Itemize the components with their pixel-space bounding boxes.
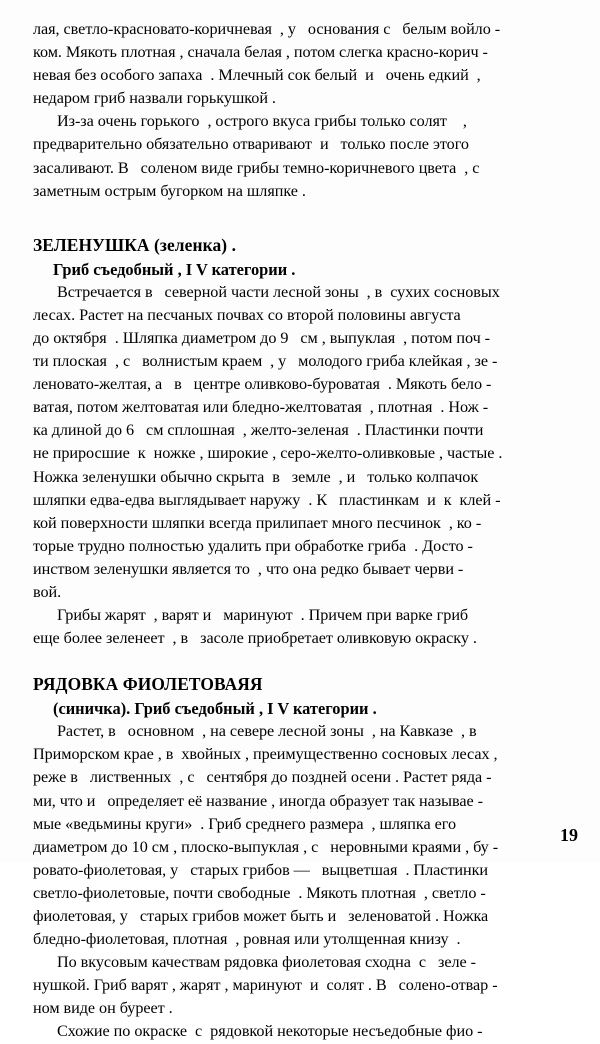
text-line: Схожие по окраске с рядовкой некоторые несъедобные фио -	[33, 1022, 483, 1041]
paragraph	[33, 281, 586, 604]
text-line: засаливают. В соленом виде грибы темно-коричневого цвета , с	[33, 158, 480, 177]
text-line: ровато-фиолетовая, у старых грибов — выцветшая . Пластинки	[33, 860, 489, 879]
text-line: светло-фиолетовые, почти свободные . Мякоть плотная , светло -	[33, 883, 486, 902]
text-line: ватая, потом желтоватая или бледно-желтоватая , плотная . Нож -	[33, 398, 489, 417]
text-line: до октября . Шляпка диаметром до 9 см , выпуклая , потом поч -	[33, 328, 491, 347]
text-line: не приросшие к ножке , широкие , серо-желто-оливковые , частые .	[33, 444, 503, 463]
text-line: ка длиной до 6 см сплошная , желто-зеленая . Пластинки почти	[33, 421, 484, 440]
text-line: ном виде он буреет .	[33, 999, 173, 1018]
text-line: ком. Мякоть плотная , сначала белая , потом слегка красно-корич -	[33, 43, 488, 62]
paragraph	[33, 720, 586, 951]
article-ryadovka-fioletovaya	[33, 672, 586, 1043]
text-line: Ножка зеленушки обычно скрыта в земле , и только колпачок	[33, 467, 479, 486]
paragraph	[33, 110, 586, 202]
text-line: инством зеленушки является то , что она редко бывает черви -	[33, 559, 464, 578]
text-line: Приморском крае , в хвойных , преимущественно сосновых лесах ,	[33, 745, 498, 764]
text-line: лесах. Растет на песчаных почвах со второй половины августа	[33, 305, 461, 324]
article-zelenushka	[33, 233, 586, 651]
text-line: мые «ведьмины круги» . Гриб среднего размера , шляпка его	[33, 814, 456, 833]
text-line: шляпки едва-едва выглядывает наружу . К пластинкам и к клей -	[33, 490, 501, 509]
text-line: реже в лиственных , с сентября до поздней осени . Растет ряда -	[33, 768, 492, 787]
text-line: леновато-желтая, а в центре оливково-буроватая . Мякоть бело -	[33, 375, 492, 394]
section-heading: ЗЕЛЕНУШКА (зеленка) .	[33, 234, 237, 255]
text-line: нушкой. Гриб варят , жарят , маринуют и солят . В солено-отвар -	[33, 976, 498, 995]
section-subheading: (синичка). Гриб съедобный , I V категории .	[53, 699, 377, 719]
text-line: лая, светло-красновато-коричневая , у основания с белым войло -	[33, 20, 501, 38]
text-line: предварительно обязательно отваривают и только после этого	[33, 135, 469, 154]
text-line: Растет, в основном , на севере лесной зоны , на Кавказе , в	[33, 722, 477, 741]
text-line: невая без особого запаха . Млечный сок белый и очень едкий ,	[33, 66, 481, 85]
text-line: кой поверхности шляпки всегда прилипает много песчинок , ко -	[33, 513, 482, 532]
text-line: фиолетовая, у старых грибов может быть и зеленоватой . Ножка	[33, 907, 489, 925]
text-block-gorkushka-continuation	[33, 18, 586, 203]
paragraph	[33, 1020, 586, 1043]
page-number: 19	[560, 825, 578, 845]
text-line: По вкусовым качествам рядовка фиолетовая сходна с зеле -	[33, 953, 476, 972]
text-line: ти плоская , с волнистым краем , у молодого гриба клейкая , зе -	[33, 352, 498, 371]
text-line: ми, что и определяет её название , иногда образует так называе -	[33, 791, 483, 810]
text-line: бледно-фиолетовая, плотная , ровная или утолщенная книзу .	[33, 930, 461, 949]
text-line: еще более зеленеет , в засоле приобретает оливковую окраску .	[33, 629, 477, 648]
section-spacer	[33, 650, 586, 672]
section-heading: РЯДОВКА ФИОЛЕТОВАЯЯ	[33, 674, 263, 695]
text-line: Встречается в северной части лесной зоны , в сухих сосновых	[33, 282, 500, 301]
section-spacer	[33, 203, 586, 233]
paragraph	[33, 604, 586, 650]
text-line: недаром гриб назвали горькушкой .	[33, 89, 276, 108]
text-line: Грибы жарят , варят и маринуют . Причем при варке гриб	[33, 606, 469, 625]
text-line: вой.	[33, 582, 62, 601]
text-line: заметным острым бугорком на шляпке .	[33, 181, 306, 200]
paragraph	[33, 18, 586, 110]
text-line: диаметром до 10 см , плоско-выпуклая , с неровными краями , бу -	[33, 837, 499, 856]
text-line: торые трудно полностью удалить при обработке гриба . Досто -	[33, 536, 473, 555]
text-line: Из-за очень горького , острого вкуса грибы только солят ,	[33, 112, 467, 131]
paragraph	[33, 951, 586, 1020]
section-subheading: Гриб съедобный , I V категории .	[53, 259, 296, 279]
